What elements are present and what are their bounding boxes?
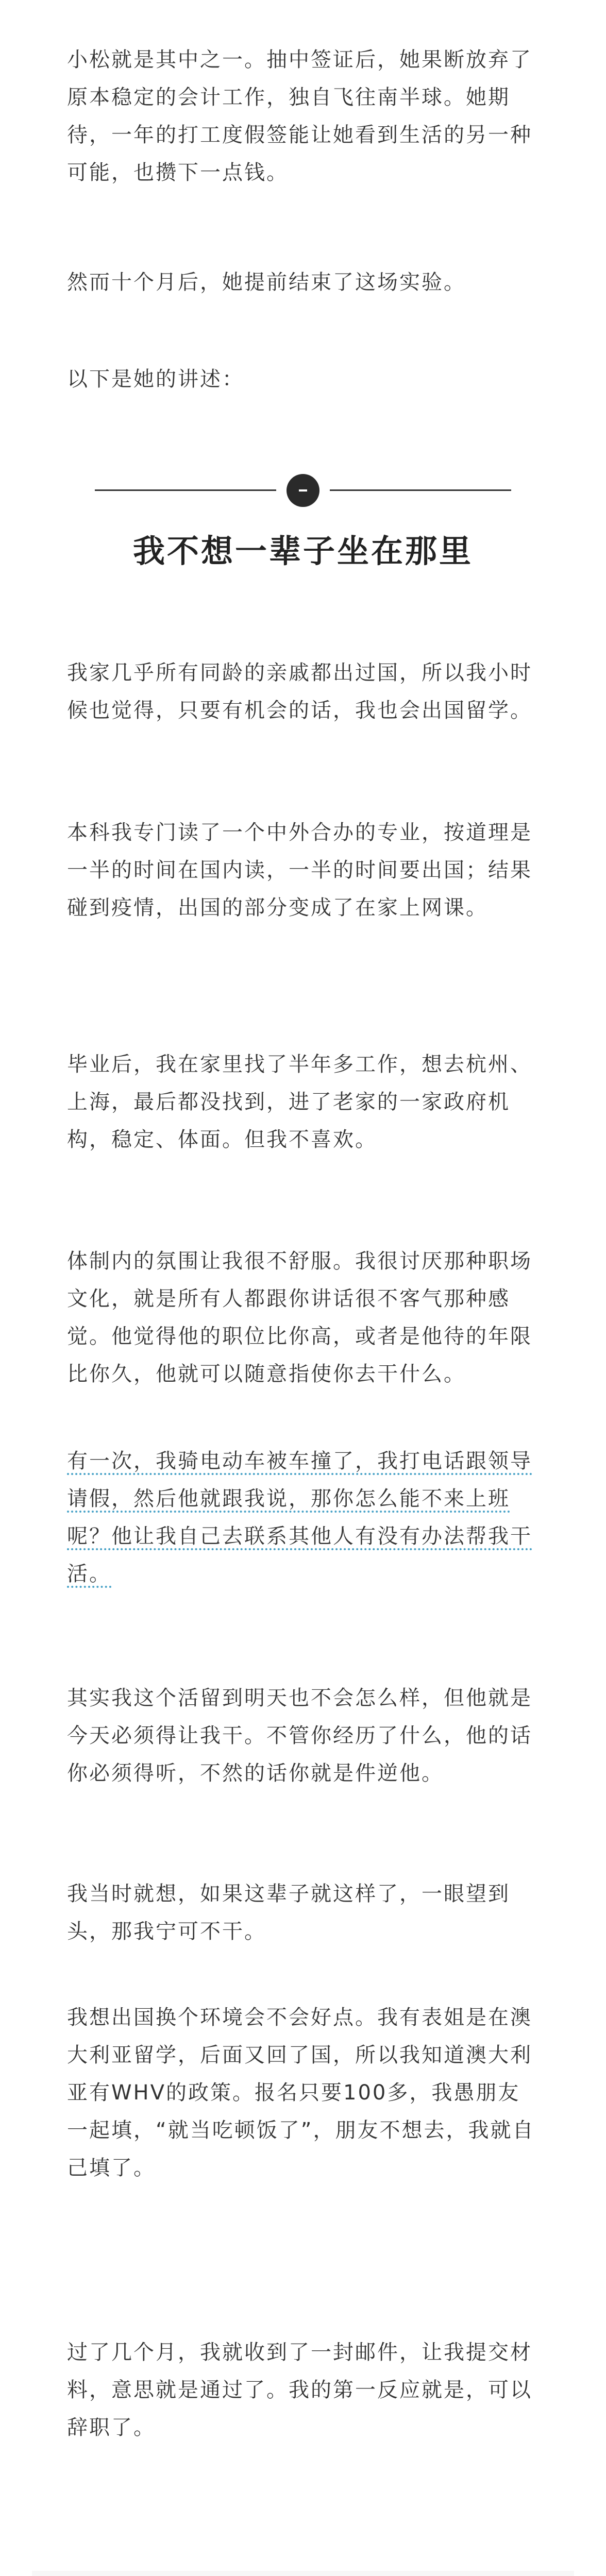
intro-paragraph-1: 小松就是其中之一。抽中签证后，她果断放弃了原本稳定的会计工作，独自飞往南半球。她期待，一年的打工度假签能让她看到生活的另一种可能，也攒下一点钱。 [67, 48, 532, 184]
body-paragraph-2: 本科我专门读了一个中外合办的专业，按道理是一半的时间在国内读，一半的时间要出国；结果碰到疫情，出国的部分变成了在家上网课。 [67, 821, 532, 920]
body-paragraph-5[interactable] [67, 1443, 539, 1593]
divider-right-line [330, 489, 511, 491]
body-paragraph-7: 我当时就想，如果这辈子就这样了，一眼望到头，那我宁可不干。 [67, 1882, 510, 1943]
divider-left-line [95, 489, 276, 491]
body-paragraph-9: 过了几个月，我就收到了一封邮件，让我提交材料，意思就是通过了。我的第一反应就是，可以辞职了。 [67, 2341, 532, 2439]
body-paragraph-3: 毕业后，我在家里找了半年多工作，想去杭州、上海，最后都没找到，进了老家的一家政府机构，稳定、体面。但我不喜欢。 [67, 1053, 532, 1151]
body-paragraph-5-link[interactable]: 有一次，我骑电动车被车撞了，我打电话跟领导请假，然后他就跟我说，那你怎么能不来上班呢？他让我自己去联系其他人有没有办法帮我干活。 [67, 1449, 532, 1588]
intro-paragraph-2: 然而十个月后，她提前结束了这场实验。 [67, 270, 466, 294]
section-title: 我不想一辈子坐在那里 [132, 532, 473, 570]
section-divider [0, 474, 606, 505]
email-header-bar [32, 2571, 574, 2576]
email-screenshot [32, 2571, 574, 2576]
divider-minus-icon [287, 474, 319, 507]
body-paragraph-1: 我家几乎所有同龄的亲戚都出过国，所以我小时候也觉得，只要有机会的话，我也会出国留学。 [67, 661, 532, 722]
body-paragraph-6: 其实我这个活留到明天也不会怎么样，但他就是今天必须得让我干。不管你经历了什么，他的话你必须得听，不然的话你就是件逆他。 [67, 1686, 532, 1785]
intro-paragraph-3: 以下是她的讲述： [67, 367, 244, 391]
body-paragraph-8: 我想出国换个环境会不会好点。我有表姐是在澳大利亚留学，后面又回了国，所以我知道澳大利亚有WHV的政策。报名只要100多，我愚朋友一起填，“就当吃顿饭了”，朋友不想去，我就自己填了。 [67, 2006, 535, 2180]
body-paragraph-4: 体制内的氛围让我很不舒服。我很讨厌那种职场文化，就是所有人都跟你讲话很不客气那种感觉。他觉得他的职位比你高，或者是他待的年限比你久，他就可以随意指使你去干什么。 [67, 1249, 532, 1386]
